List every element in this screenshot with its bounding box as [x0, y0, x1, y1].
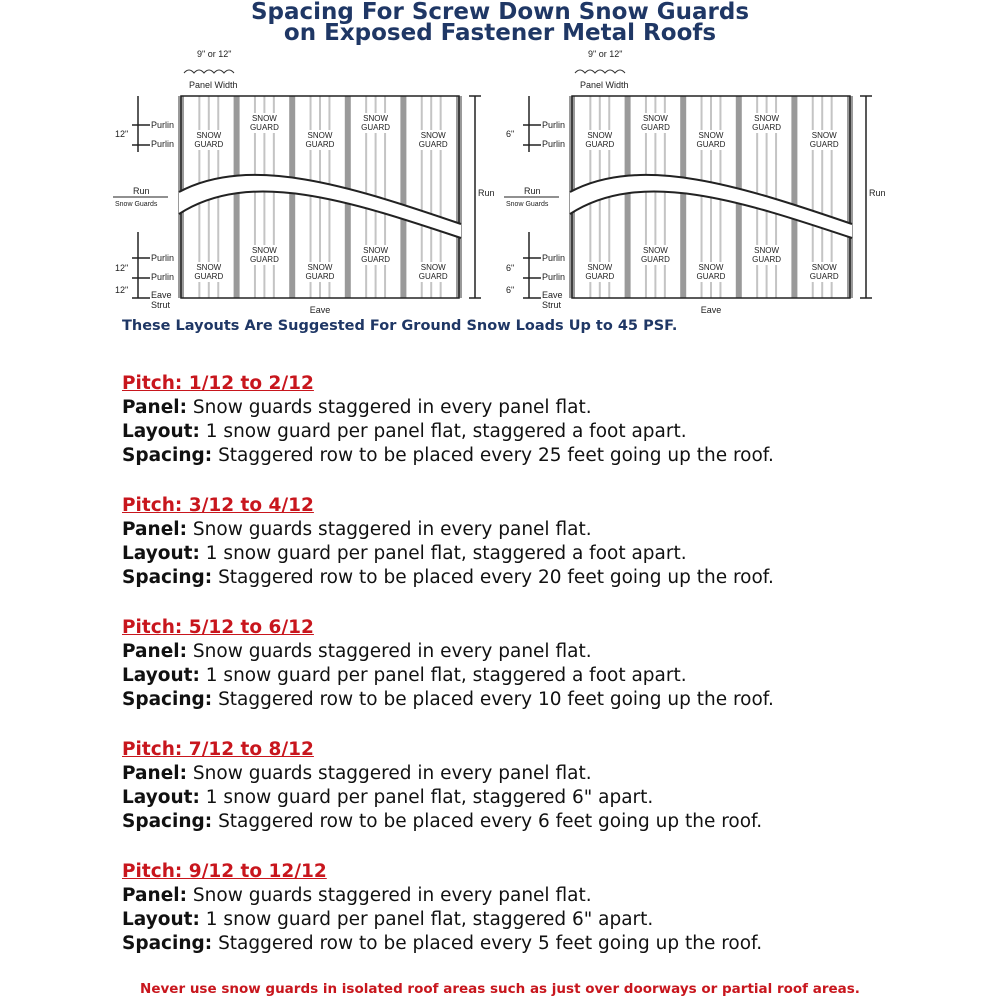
snow-guard-label: SNOW	[251, 246, 277, 255]
panel-text: Snow guards staggered in every panel flat.	[192, 885, 592, 906]
snow-guards-label: Snow Guards	[115, 201, 158, 208]
eave-label: Eave	[700, 305, 722, 315]
panel-text: Snow guards staggered in every panel flat.	[192, 641, 592, 662]
panel-size-label: 9" or 12"	[588, 49, 623, 59]
run-label: Run	[869, 188, 886, 198]
panel-width-label: Panel Width	[580, 80, 629, 90]
title-line-1: Spacing For Screw Down Snow Guards	[250, 0, 750, 25]
snow-guard-label: SNOW	[587, 263, 613, 272]
panel-text: Snow guards staggered in every panel flat.	[192, 763, 592, 784]
purlin-label: Purlin	[151, 120, 175, 130]
offset-label: 12"	[115, 285, 129, 295]
panel-rib	[400, 96, 406, 298]
snow-guard-label: SNOW	[587, 131, 613, 140]
spacing-row	[122, 810, 982, 834]
layout-text: 1 snow guard per panel flat, staggered a foot apart.	[205, 665, 687, 686]
run-label: Run	[478, 188, 495, 198]
panel-row	[122, 396, 982, 420]
pitch-heading: Pitch: 9/12 to 12/12	[122, 861, 327, 882]
layout-label: Layout:	[122, 421, 200, 442]
panel-label: Panel:	[122, 519, 188, 540]
snow-guard-label: SNOW	[307, 263, 333, 272]
snow-guard-label: GUARD	[361, 255, 391, 264]
purlin-label: Purlin	[542, 253, 566, 263]
spacing-row	[122, 566, 982, 590]
offset-label: 6"	[506, 129, 515, 139]
snow-guard-label: SNOW	[698, 131, 724, 140]
purlin-label: Purlin	[151, 253, 175, 263]
spacing-row	[122, 932, 982, 956]
title-line-2: on Exposed Fastener Metal Roofs	[283, 20, 717, 46]
snow-guard-label: SNOW	[363, 114, 389, 123]
panel-row	[122, 640, 982, 664]
layout-text: 1 snow guard per panel flat, staggered a foot apart.	[205, 421, 687, 442]
snow-guard-label: GUARD	[418, 272, 448, 281]
snow-guard-label: GUARD	[640, 255, 670, 264]
snow-guard-label: GUARD	[305, 140, 335, 149]
panel-text: Snow guards staggered in every panel flat.	[192, 519, 592, 540]
eave-label: Eave	[309, 305, 331, 315]
panel-rib	[289, 96, 295, 298]
snow-load-note: These Layouts Are Suggested For Ground Snow Loads Up to 45 PSF.	[122, 318, 678, 334]
roof-diagram-1	[113, 49, 495, 315]
pitch-section-3	[122, 616, 982, 712]
panel-row	[122, 884, 982, 908]
panel-label: Panel:	[122, 641, 188, 662]
spacing-label: Spacing:	[122, 811, 213, 832]
snow-guard-label: SNOW	[642, 246, 668, 255]
pitch-heading: Pitch: 7/12 to 8/12	[122, 739, 314, 760]
snow-guard-label: SNOW	[196, 131, 222, 140]
snow-guard-label: GUARD	[249, 255, 279, 264]
layout-text: 1 snow guard per panel flat, staggered 6" apart.	[205, 909, 654, 930]
layout-row	[122, 908, 982, 932]
pitch-section-4	[122, 738, 982, 834]
snow-guard-label: SNOW	[811, 131, 837, 140]
snow-guard-label: GUARD	[640, 123, 670, 132]
spacing-text: Staggered row to be placed every 5 feet going up the roof.	[218, 933, 763, 954]
snow-guard-label: GUARD	[305, 272, 335, 281]
eave-strut-label: Eave	[542, 290, 563, 300]
snow-guard-label: SNOW	[196, 263, 222, 272]
isolated-areas-warning: Never use snow guards in isolated roof areas such as just over doorways or partial roof areas.	[140, 981, 860, 997]
panel-label: Panel:	[122, 397, 188, 418]
layout-text: 1 snow guard per panel flat, staggered a foot apart.	[205, 543, 687, 564]
panel-text: Snow guards staggered in every panel flat.	[192, 397, 592, 418]
purlin-label: Purlin	[542, 272, 566, 282]
snow-guard-label: GUARD	[696, 140, 726, 149]
panel-label: Panel:	[122, 885, 188, 906]
panel-profile-icon	[184, 70, 234, 73]
run-label: Run	[524, 186, 541, 196]
spacing-label: Spacing:	[122, 567, 213, 588]
pitch-heading: Pitch: 1/12 to 2/12	[122, 373, 314, 394]
offset-label: 6"	[506, 263, 515, 273]
spacing-text: Staggered row to be placed every 6 feet going up the roof.	[218, 811, 763, 832]
snow-guard-label: GUARD	[194, 272, 224, 281]
panel-rib	[680, 96, 686, 298]
panel-size-label: 9" or 12"	[197, 49, 232, 59]
eave-strut-label: Eave	[151, 290, 172, 300]
strut-label: Strut	[151, 300, 171, 310]
panel-rib	[234, 96, 240, 298]
pitch-heading: Pitch: 3/12 to 4/12	[122, 495, 314, 516]
panel-label: Panel:	[122, 763, 188, 784]
layout-label: Layout:	[122, 909, 200, 930]
snow-guard-label: GUARD	[752, 123, 782, 132]
offset-label: 12"	[115, 129, 129, 139]
snow-guard-label: GUARD	[249, 123, 279, 132]
snow-guard-label: SNOW	[698, 263, 724, 272]
spacing-label: Spacing:	[122, 445, 213, 466]
purlin-label: Purlin	[542, 139, 566, 149]
spacing-label: Spacing:	[122, 689, 213, 710]
snow-guard-label: GUARD	[809, 140, 839, 149]
snow-guard-label: SNOW	[754, 246, 780, 255]
purlin-label: Purlin	[542, 120, 566, 130]
panel-profile-icon	[575, 70, 625, 73]
layout-row	[122, 542, 982, 566]
snow-guard-label: GUARD	[809, 272, 839, 281]
layout-row	[122, 786, 982, 810]
purlin-label: Purlin	[151, 139, 175, 149]
purlin-label: Purlin	[151, 272, 175, 282]
layout-label: Layout:	[122, 543, 200, 564]
panel-row	[122, 518, 982, 542]
snow-guard-label: GUARD	[752, 255, 782, 264]
panel-width-label: Panel Width	[189, 80, 238, 90]
layout-label: Layout:	[122, 787, 200, 808]
snow-guard-label: SNOW	[754, 114, 780, 123]
snow-guard-label: GUARD	[696, 272, 726, 281]
layout-text: 1 snow guard per panel flat, staggered 6" apart.	[205, 787, 654, 808]
pitch-section-5	[122, 860, 982, 956]
snow-guards-label: Snow Guards	[506, 201, 549, 208]
pitch-heading: Pitch: 5/12 to 6/12	[122, 617, 314, 638]
spacing-text: Staggered row to be placed every 25 feet going up the roof.	[218, 445, 774, 466]
layout-row	[122, 420, 982, 444]
spacing-text: Staggered row to be placed every 20 feet going up the roof.	[218, 567, 774, 588]
roof-layout-diagrams	[0, 46, 1000, 316]
snow-guard-label: GUARD	[361, 123, 391, 132]
offset-label: 6"	[506, 285, 515, 295]
strut-label: Strut	[542, 300, 562, 310]
panel-rib	[625, 96, 631, 298]
pitch-section-1	[122, 372, 982, 468]
snow-guard-label: GUARD	[418, 140, 448, 149]
snow-guard-label: GUARD	[585, 272, 615, 281]
spacing-text: Staggered row to be placed every 10 feet going up the roof.	[218, 689, 774, 710]
panel-row	[122, 762, 982, 786]
offset-label: 12"	[115, 263, 129, 273]
panel-rib	[791, 96, 797, 298]
layout-row	[122, 664, 982, 688]
run-label: Run	[133, 186, 150, 196]
spacing-label: Spacing:	[122, 933, 213, 954]
snow-guard-label: GUARD	[194, 140, 224, 149]
snow-guard-label: SNOW	[251, 114, 277, 123]
snow-guard-label: SNOW	[307, 131, 333, 140]
snow-guard-label: GUARD	[585, 140, 615, 149]
snow-guard-label: SNOW	[363, 246, 389, 255]
spacing-row	[122, 444, 982, 468]
snow-guard-label: SNOW	[642, 114, 668, 123]
snow-guard-label: SNOW	[420, 263, 446, 272]
snow-guard-label: SNOW	[420, 131, 446, 140]
snow-guard-label: SNOW	[811, 263, 837, 272]
spacing-row	[122, 688, 982, 712]
roof-diagram-2	[504, 49, 886, 315]
pitch-section-2	[122, 494, 982, 590]
layout-label: Layout:	[122, 665, 200, 686]
